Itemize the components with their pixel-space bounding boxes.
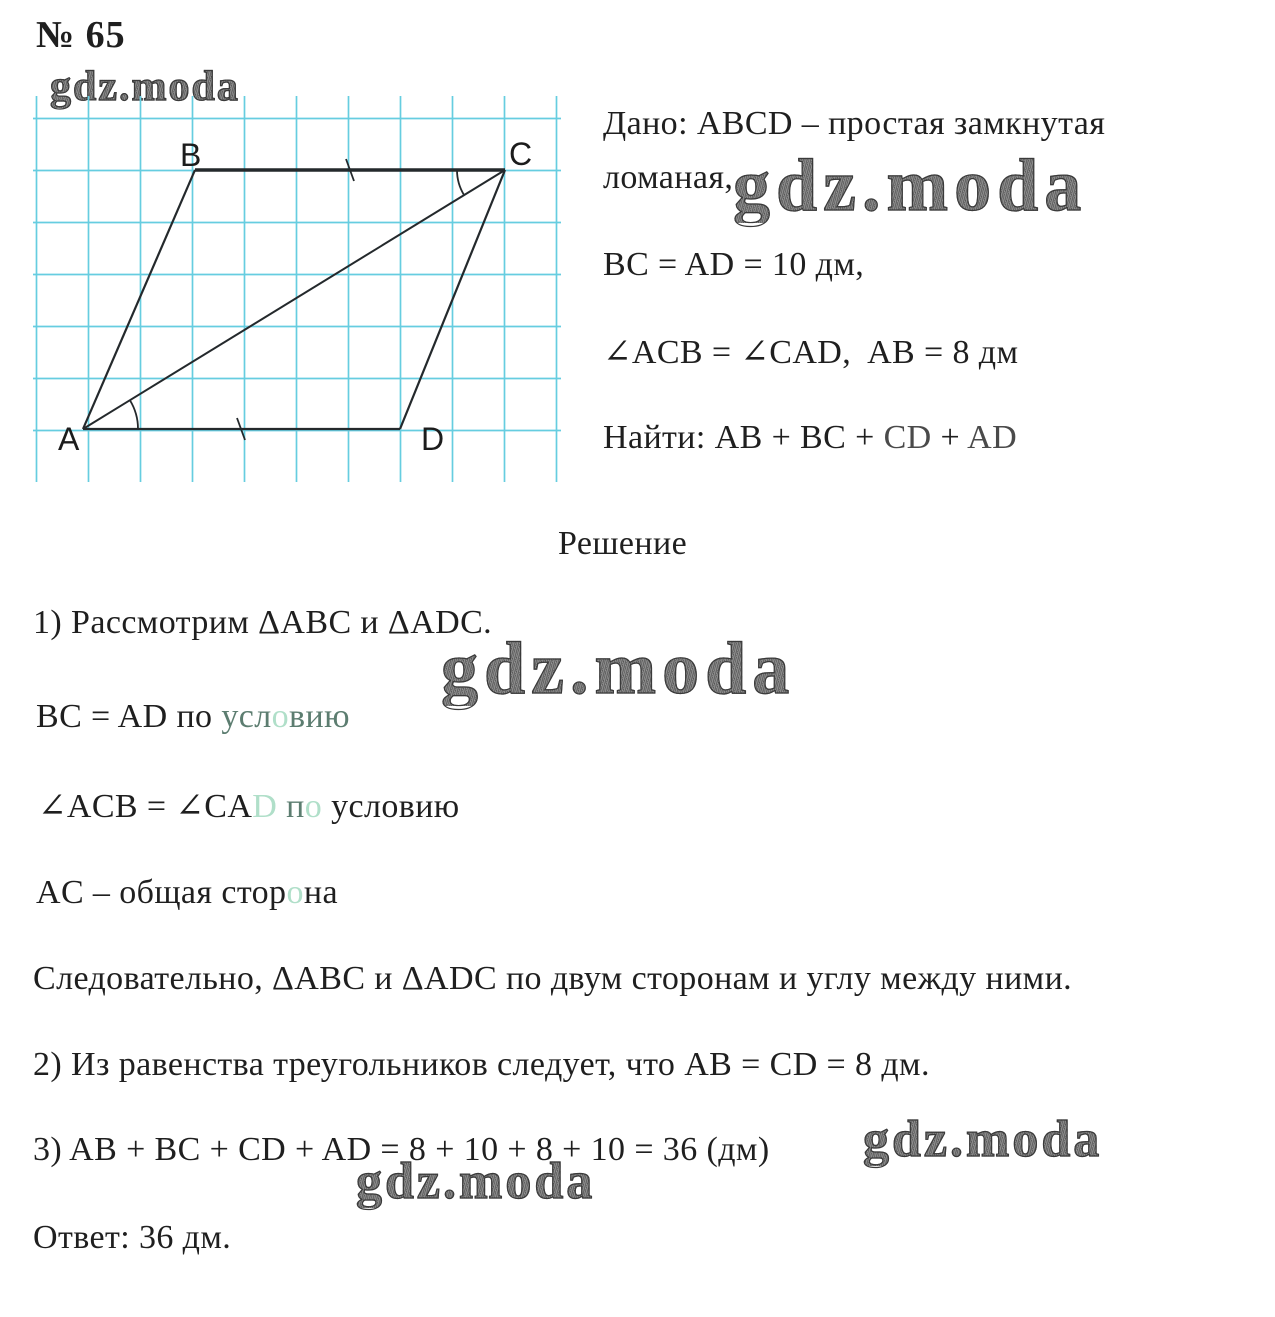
angle-arc-acb — [457, 170, 464, 195]
solution-heading: Решение — [558, 525, 688, 562]
given-line-3: BC = AD = 10 дм, — [603, 246, 865, 283]
solution-step-3: 3) AB + BC + CD + AD = 8 + 10 + 8 + 10 = 36 (дм) — [33, 1131, 770, 1168]
solution-bc-line: BC = AD по условию — [36, 698, 350, 735]
given-line-1: Дано: ABCD – простая замкнутая — [603, 105, 1106, 142]
vertex-label-b: B — [180, 137, 202, 173]
grid-lines — [33, 96, 561, 482]
vertex-label-d: D — [421, 421, 445, 457]
diagonal-ac — [83, 170, 505, 429]
given-find-line: Найти: AB + BC + CD + AD — [603, 419, 1018, 456]
solution-step-1: 1) Рассмотрим ΔABC и ΔADC. — [33, 604, 493, 641]
solution-step-2: 2) Из равенства треугольников следует, что AB = CD = 8 дм. — [33, 1046, 930, 1083]
problem-number: № 65 — [36, 14, 126, 56]
vertex-label-c: C — [509, 136, 533, 172]
answer-line: Ответ: 36 дм. — [33, 1219, 232, 1256]
watermark-gdz-moda: gdz.moda — [863, 1111, 1103, 1168]
watermark-gdz-moda: gdz.moda — [50, 64, 240, 110]
angle-arc-cad — [130, 400, 138, 429]
given-line-2: ломаная, — [603, 159, 734, 196]
watermark-gdz-moda: gdz.moda — [441, 628, 796, 710]
solution-therefore-line: Следовательно, ΔABC и ΔADC по двум сторонам и углу между ними. — [33, 960, 1073, 997]
vertex-label-a: A — [58, 421, 80, 457]
solution-ac-line: AC – общая сторона — [36, 874, 338, 911]
geometry-figure — [33, 96, 561, 486]
side-ab — [83, 170, 195, 429]
given-line-4: ∠ACB = ∠CAD, AB = 8 дм — [603, 334, 1019, 371]
watermark-gdz-moda: gdz.moda — [356, 1153, 596, 1210]
watermark-gdz-moda: gdz.moda — [733, 145, 1088, 227]
solution-angle-line: ∠ACB = ∠CAD по условию — [38, 788, 460, 825]
